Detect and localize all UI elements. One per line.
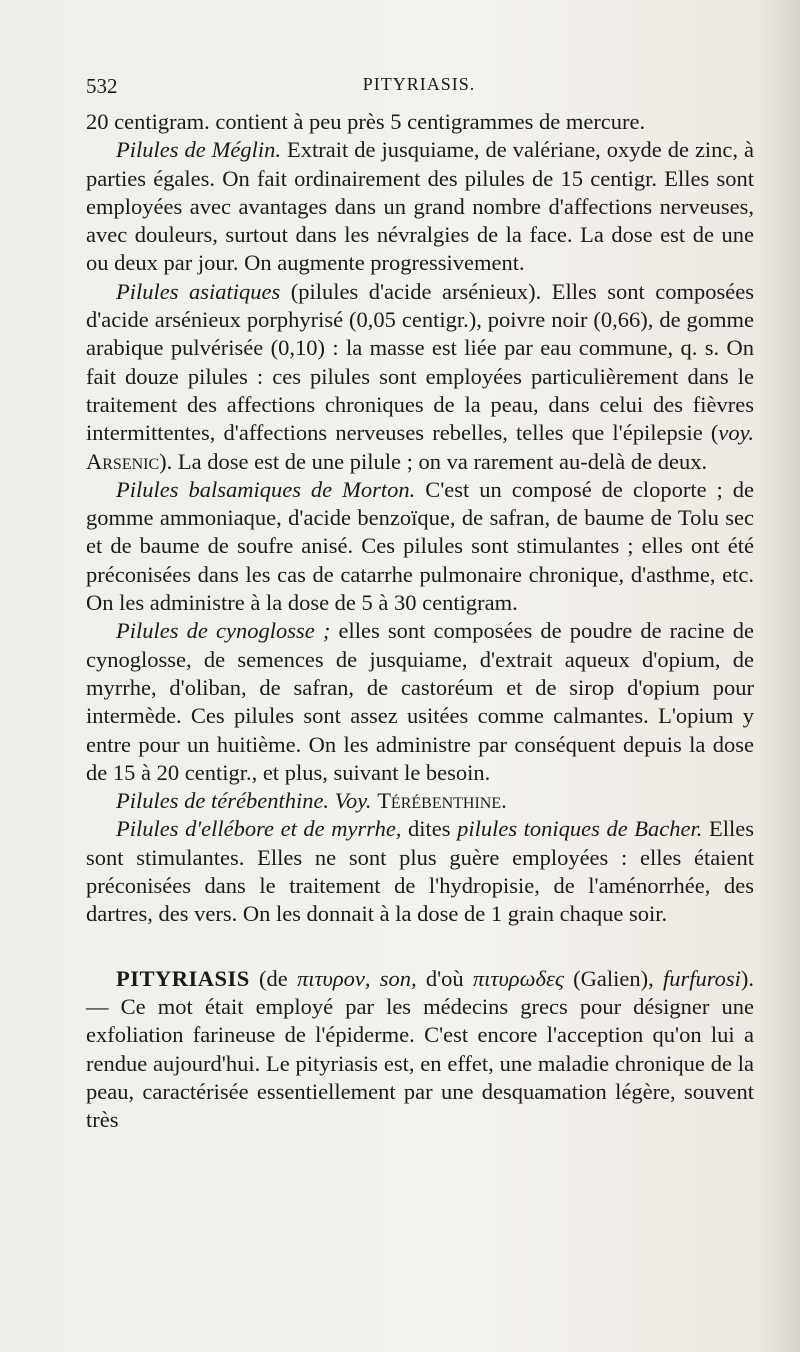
- entry-pilules-morton: [86, 476, 754, 617]
- entry-title: Pilules d'ellébore et de myrrhe,: [116, 816, 402, 842]
- entry-pilules-ellebore: [86, 815, 754, 928]
- running-title: PITYRIASIS.: [362, 74, 476, 94]
- entry-text-continued: ). La dose est de une pilule ; on va rarement au-delà de deux.: [159, 448, 708, 474]
- gloss-word: son,: [379, 965, 417, 991]
- etymology-text: (de: [259, 965, 288, 991]
- cross-reference-target: Térébenthine.: [377, 788, 507, 814]
- paragraph: [86, 108, 754, 136]
- entry-text: dites: [408, 816, 451, 842]
- entry-title: Pilules asiatiques: [116, 278, 281, 304]
- etymology-text: d'où: [425, 965, 464, 991]
- entry-title: Pilules balsamiques de Morton.: [116, 476, 416, 502]
- entry-pilules-asiatiques: [86, 278, 754, 476]
- article-headword: PITYRIASIS: [116, 965, 250, 991]
- etymology-text: (Galien),: [573, 965, 654, 991]
- entry-text-continued: Elles sont stimulantes. Elles ne sont plus guère employées : elles étaient préconisées dans le traitement de l'hydropisie, de l'aménorrhée, des dartres, des vers. On les donnait à la dose de 1 grain chaque soir.: [86, 816, 754, 927]
- entry-pilules-cynoglosse: [86, 617, 754, 787]
- entry-text: C'est un composé de cloporte ; de gomme ammoniaque, d'acide benzoïque, de safran, de baume de Tolu sec et de baume de soufre anisé. Ces pilules sont stimulantes ; elles ont été préconisées dans les cas de catarrhe pulmonaire chronique, d'asthme, etc. On les administre à la dose de 5 à 30 centigram.: [86, 476, 754, 616]
- entry-title: Pilules de Méglin.: [116, 137, 282, 163]
- page-gutter-shadow: [760, 0, 800, 1352]
- entry-text: (pilules d'acide arsénieux). Elles sont composées d'acide arsénieux porphyrisé (0,05 centigr.), poivre noir (0,66), de gomme arabique pulvérisée (0,10) : la masse est liée par eau commune, q. s. On fait douze pilules : ces pilules sont employées particulièrement dans le traitement des affections chroniques de la peau, dans celui des fièvres intermittentes, d'affections nerveuses rebelles, telles que l'épilepsie (: [86, 278, 754, 446]
- cross-reference-target: Arsenic: [86, 448, 160, 474]
- entry-pilules-terebenthine: [86, 787, 754, 815]
- entry-alt-title: pilules toniques de Bacher.: [457, 816, 703, 842]
- running-head: [86, 74, 752, 104]
- cross-reference-label: Voy.: [334, 788, 372, 814]
- entry-title: Pilules de cynoglosse ;: [116, 618, 331, 644]
- greek-word: πιτυρωδες: [472, 965, 564, 991]
- entry-title: Pilules de térébenthine.: [116, 788, 330, 814]
- article-text: ). — Ce mot était employé par les médecins grecs pour désigner une exfoliation farineuse de l'épiderme. C'est encore l'acception qu'on lui a rendue aujourd'hui. Le pityriasis est, en effet, une maladie chronique de la peau, caractérisée essentiellement par une desquamation légère, souvent très: [86, 965, 755, 1133]
- gloss-word: furfurosi: [662, 965, 741, 991]
- greek-word: πιτυρον,: [296, 965, 371, 991]
- entry-text: elles sont composées de poudre de racine de cynoglosse, de semences de jusquiame, d'extrait aqueux d'opium, de myrrhe, d'oliban, de safran, de castoréum et de sirop d'opium pour intermède. Ces pilules sont assez usitées comme calmantes. L'opium y entre pour un huitième. On les administre par conséquent depuis la dose de 15 à 20 centigr., et plus, suivant le besoin.: [86, 618, 755, 785]
- paragraph-text: 20 centigram. contient à peu près 5 centigrammes de mercure.: [86, 109, 646, 134]
- cross-reference-label: voy.: [718, 420, 754, 446]
- entry-text: Extrait de jusquiame, de valériane, oxyde de zinc, à parties égales. On fait ordinairement des pilules de 15 centigr. Elles sont employées avec avantages dans un grand nombre d'affections nerveuses, avec douleurs, surtout dans les névralgies de la face. La dose est de une ou deux par jour. On augmente progressivement.: [86, 137, 755, 276]
- page-number: 532: [86, 74, 118, 98]
- body-text: [86, 108, 754, 1134]
- entry-pilules-meglin: [86, 136, 754, 277]
- article-pityriasis: [86, 965, 754, 1135]
